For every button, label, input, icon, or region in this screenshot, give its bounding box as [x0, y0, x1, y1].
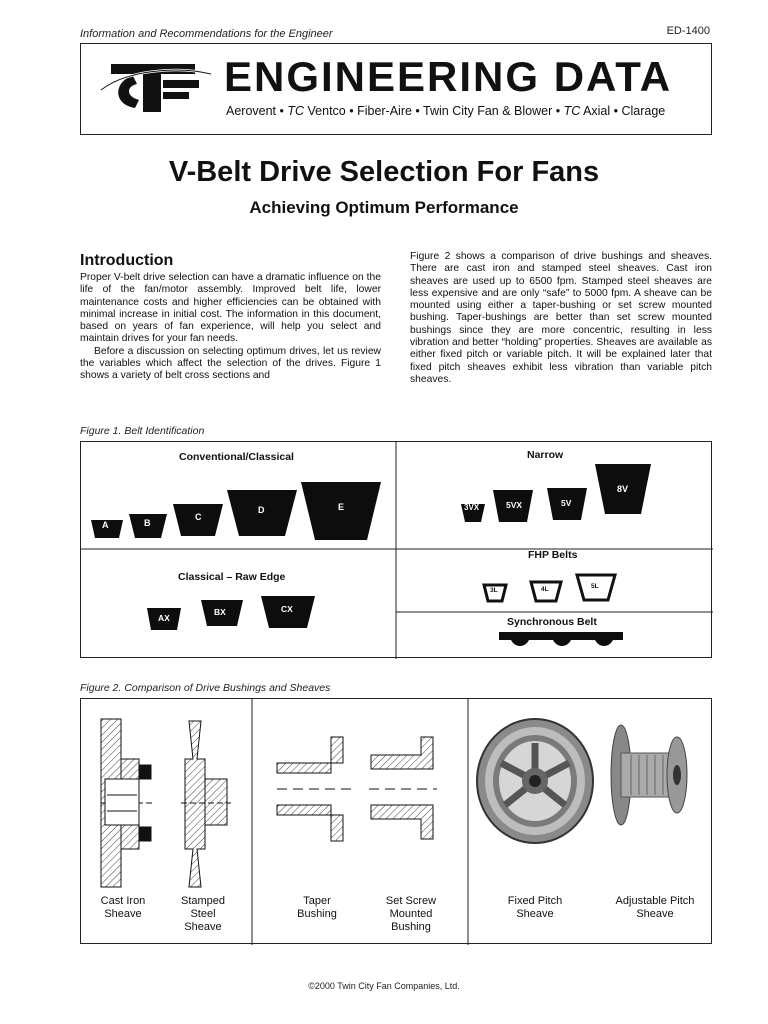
belt-label: E [338, 502, 345, 512]
belt-label: AX [158, 613, 170, 623]
brand-text: TC [287, 104, 305, 118]
page-title: V-Belt Drive Selection For Fans [168, 156, 600, 188]
section-heading: Introduction [80, 252, 174, 269]
label-line: Stamped [180, 895, 226, 907]
belt-label: 5VX [506, 500, 523, 510]
taper-bushing-label [285, 895, 349, 921]
belt-label: BX [214, 607, 226, 617]
fixed-pitch-sheave-drawing [477, 719, 593, 843]
belt-label: 3L [490, 587, 498, 594]
paragraph: Proper V-belt drive selection can have a dramatic influence on the life of the fan/motor assembly. Improved belt life, lower maintenance costs and higher efficiencies can be obtained with minimal increase in initial cost. The information in this document, based on years of fan experience, will help you select and maintain drives for your fan needs. [80, 272, 381, 345]
cast-iron-sheave-drawing [101, 719, 153, 887]
label-line: Adjustable Pitch [615, 895, 695, 907]
belt-label: 5V [561, 498, 572, 508]
figure2-caption: Figure 2. Comparison of Drive Bushings and Sheaves [80, 682, 331, 694]
label-line: Bushing [297, 908, 337, 920]
label-line: Sheave [104, 908, 142, 920]
intro-right-column [410, 251, 712, 386]
stamped-steel-sheave-drawing [181, 721, 231, 887]
synchronous-label: Synchronous Belt [507, 616, 597, 628]
label-line: Fixed Pitch [507, 895, 563, 907]
belt-label: 8V [617, 484, 629, 494]
figure1-belt-identification [80, 441, 712, 658]
paragraph: Figure 2 shows a comparison of drive bushings and sheaves. There are cast iron and stamped steel sheaves. Cast iron sheaves are used up to 6500 fpm. Stamped steel sheaves are less expensive and are only “safe” to 5000 fpm. A sheave can be mounted using either a taper-bushing or set screw mounted bushing. Taper-bushings are better than set screw mounted bushings since they are more concentric, resulting in less vibration and better “holding” properties. Sheaves are available as either fixed pitch or variable pitch. It will be explained later that fixed pitch sheaves exhibit less vibration than variable pitch sheaves. [410, 251, 712, 385]
figure1-caption: Figure 1. Belt Identification [80, 425, 205, 437]
adjustable-pitch-sheave-label [607, 895, 703, 921]
adjustable-pitch-sheave-drawing [611, 725, 687, 825]
fixed-pitch-sheave-label [495, 895, 575, 921]
label-line: Sheave [184, 921, 222, 933]
fhp-label: FHP Belts [528, 549, 578, 561]
belt-label: C [195, 512, 202, 522]
brand-text: Aerovent • [226, 104, 284, 118]
page-subtitle: Achieving Optimum Performance [249, 198, 519, 217]
belt-label: 4L [541, 586, 549, 593]
paragraph: Before a discussion on selecting optimum drives, let us review the variables which affect the selection of the drives. Figure 1 shows a variety of belt cross sections and [80, 345, 381, 382]
label-line: Steel [190, 908, 216, 920]
stamped-steel-sheave-label [171, 895, 235, 934]
brand-text: TC [563, 104, 581, 118]
belt-label: 5L [591, 583, 599, 590]
belt-label: 3VX [464, 503, 480, 512]
belt-label: B [144, 518, 151, 528]
belt-label: D [258, 505, 265, 515]
figure2-bushings-sheaves [80, 698, 712, 944]
intro-left-column [80, 272, 381, 383]
header-tagline: Information and Recommendations for the Engineer [80, 28, 333, 40]
raw-edge-label: Classical – Raw Edge [178, 571, 286, 583]
belt-label: CX [281, 604, 293, 614]
brand-list [226, 104, 665, 118]
label-line: Mounted [389, 908, 433, 920]
label-line: Set Screw [385, 895, 437, 907]
label-line: Sheave [636, 908, 674, 920]
brand-text: Axial • Clarage [583, 104, 666, 118]
label-line: Cast Iron [100, 895, 146, 907]
synchronous-belt-shape [499, 632, 623, 646]
label-line: Sheave [516, 908, 554, 920]
copyright-footer: ©2000 Twin City Fan Companies, Ltd. [308, 981, 460, 991]
conventional-label: Conventional/Classical [179, 451, 294, 463]
masthead-title: ENGINEERING DATA [224, 53, 673, 100]
narrow-label: Narrow [527, 449, 564, 461]
set-screw-bushing-label [377, 895, 445, 934]
masthead [80, 43, 712, 135]
label-line: Taper [303, 895, 331, 907]
belt-diagram [81, 442, 713, 659]
document-number: ED-1400 [666, 25, 710, 37]
brand-text: Ventco • Fiber-Aire • Twin City Fan & Blower • [307, 104, 561, 118]
company-logo-icon [97, 56, 215, 116]
taper-bushing-drawing [277, 737, 351, 841]
set-screw-bushing-drawing [369, 737, 437, 839]
belt-label: A [102, 520, 109, 530]
label-line: Bushing [391, 921, 431, 933]
cast-iron-sheave-label [91, 895, 155, 921]
